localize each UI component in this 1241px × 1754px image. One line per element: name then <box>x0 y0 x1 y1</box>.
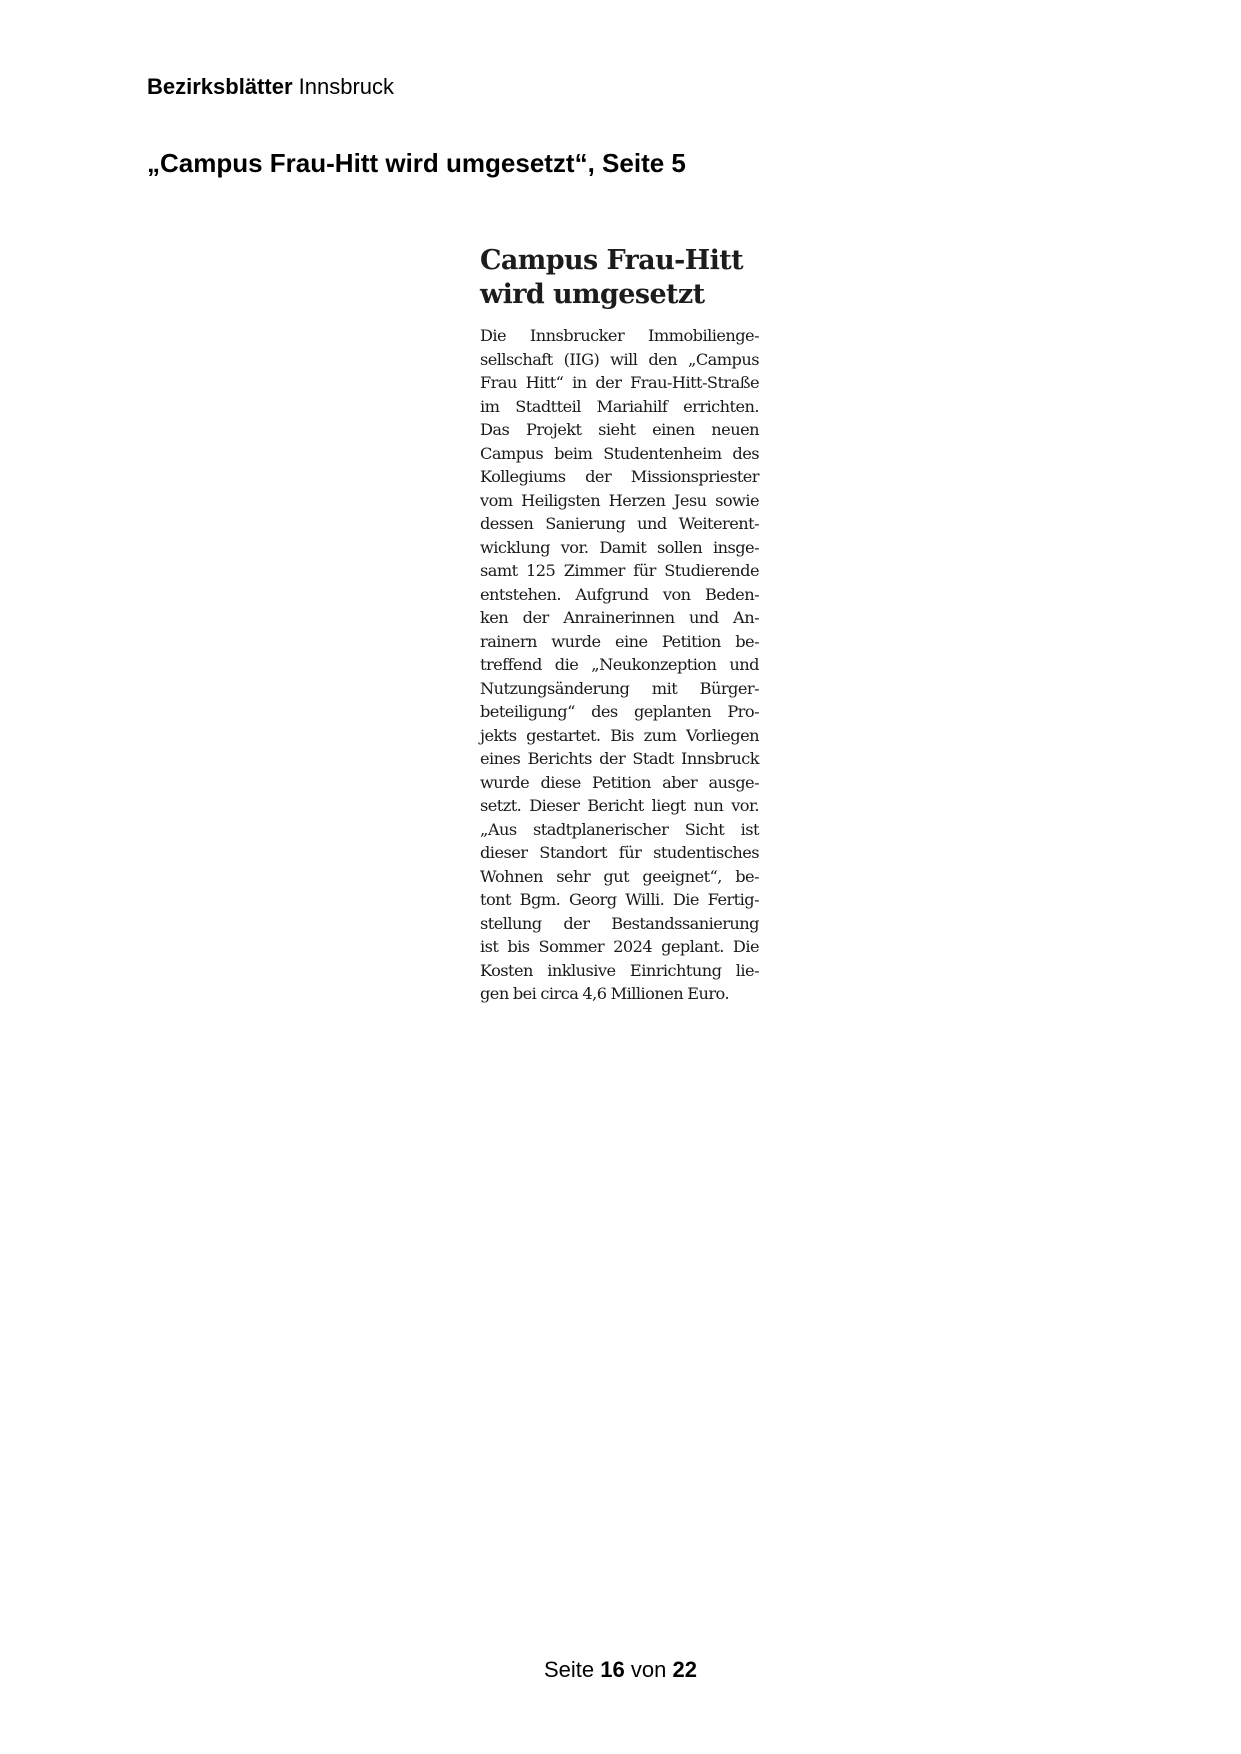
body-line: Campus beim Studentenheim des <box>480 443 759 463</box>
body-line: vom Heiligsten Herzen Jesu sowie <box>480 490 759 510</box>
body-line: ist bis Sommer 2024 geplant. Die <box>480 937 759 956</box>
body-line: beteiligung“ des geplanten Pro- <box>480 702 759 721</box>
current-page-number: 16 <box>600 1657 625 1682</box>
body-line: dieser Standort für studentisches <box>480 843 759 862</box>
body-line: stellung der Bestandssanierung <box>480 913 759 933</box>
body-line: setzt. Dieser Bericht liegt nun vor. <box>480 796 759 815</box>
body-line: Die Innsbrucker Immobilienge- <box>480 326 759 345</box>
publication-region: Innsbruck <box>298 74 395 99</box>
body-line: ken der Anrainerinnen und An- <box>480 608 759 627</box>
body-line: gen bei circa 4,6 Millionen Euro. <box>480 984 730 1003</box>
body-line: eines Berichts der Stadt Innsbruck <box>480 749 759 768</box>
body-line: samt 125 Zimmer für Studierende <box>480 561 759 580</box>
publication-name: Bezirksblätter <box>147 74 293 99</box>
page-separator: von <box>630 1657 667 1682</box>
body-line: wurde diese Petition aber ausge- <box>480 772 759 792</box>
body-line: Wohnen sehr gut geeignet“, be- <box>480 866 759 886</box>
total-page-count: 22 <box>672 1657 697 1682</box>
body-line: jekts gestartet. Bis zum Vorliegen <box>480 725 759 745</box>
page-label: Seite <box>544 1657 595 1682</box>
body-line: tont Bgm. Georg Willi. Die Fertig- <box>480 890 759 909</box>
body-line: Kollegiums der Missionspriester <box>480 467 759 486</box>
body-line: Frau Hitt“ in der Frau-Hitt-Straße <box>480 373 759 392</box>
article-headline <box>480 244 759 312</box>
body-line: Nutzungsänderung mit Bürger- <box>480 678 759 698</box>
page-header <box>147 73 394 101</box>
body-line: wicklung vor. Damit sollen insge- <box>480 537 759 557</box>
newspaper-clipping <box>480 244 759 1006</box>
body-line: Kosten inklusive Einrichtung lie- <box>480 960 759 980</box>
body-line: sellschaft (IIG) will den „Campus <box>480 349 759 369</box>
document-title: „Campus Frau-Hitt wird umgesetzt“, Seite 5 <box>147 148 686 178</box>
body-line: „Aus stadtplanerischer Sicht ist <box>480 819 759 839</box>
body-line: entstehen. Aufgrund von Beden- <box>480 584 759 604</box>
headline-line: wird umgesetzt <box>480 279 705 310</box>
body-line: Das Projekt sieht einen neuen <box>480 420 759 439</box>
body-line: rainern wurde eine Petition be- <box>480 631 759 651</box>
body-line: treffend die „Neukonzeption und <box>480 655 759 674</box>
article-body <box>480 324 759 1006</box>
page-footer <box>0 1656 1241 1684</box>
headline-line: Campus Frau-Hitt <box>480 245 744 276</box>
body-line: dessen Sanierung und Weiterent- <box>480 514 759 533</box>
body-line: im Stadtteil Mariahilf errichten. <box>480 396 759 416</box>
